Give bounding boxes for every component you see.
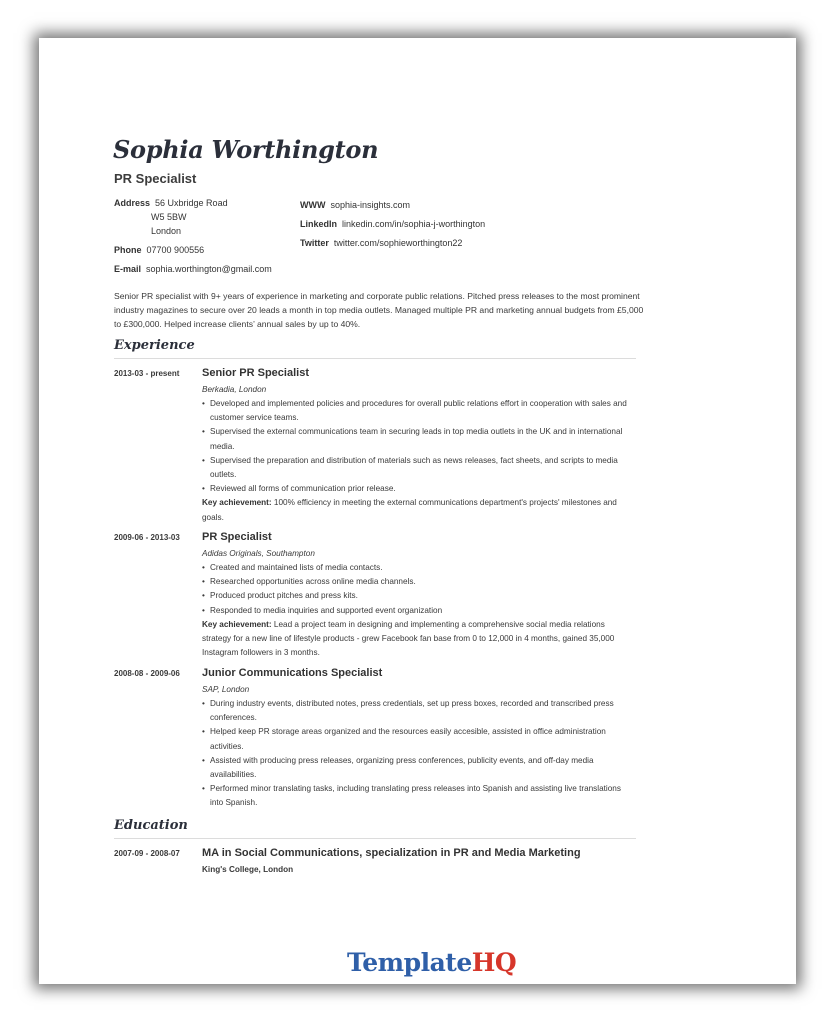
achievement-text: 100% efficiency in meeting the external communications department's projects' milestones and goals. (202, 498, 617, 522)
bullet-item: • Performed minor translating tasks, including translating press releases into Spanish and assisting live translations into Spanish. (202, 782, 636, 810)
linkedin-link[interactable]: linkedin.com/in/sophia-j-worthington (342, 219, 486, 229)
phone-label: Phone (114, 245, 142, 255)
achievement-text: Lead a project team in designing and implementing a comprehensive social media relations strategy for a new line of lifestyle products - grew Facebook fan base from 0 to 12,000 in 4 months, gained 35,000 Instagram followers in 3 months. (202, 619, 615, 658)
entry-bullets (202, 697, 636, 811)
email-value[interactable]: sophia.worthington@gmail.com (146, 264, 272, 274)
bullet-item: • Reviewed all forms of communication prior release. (202, 482, 636, 496)
logo-part-template: Template (347, 948, 472, 977)
degree-title: MA in Social Communications, specialization in PR and Media Marketing (202, 847, 581, 859)
contact-left (114, 196, 272, 276)
education-divider (114, 838, 636, 839)
bullet-item: • Produced product pitches and press kits. (202, 589, 636, 603)
bullet-item: • Supervised the external communications team in securing leads in top media outlets in the UK and in international media. (202, 425, 636, 453)
entry-dates: 2008-08 - 2009-06 (114, 669, 180, 678)
education-heading: Education (114, 818, 188, 833)
twitter-link[interactable]: twitter.com/sophieworthington22 (333, 238, 463, 248)
logo-part-hq: HQ (471, 948, 517, 977)
templatehq-logo (347, 948, 516, 977)
entry-company: SAP, London (202, 685, 250, 694)
achievement-label: Key achievement: (202, 498, 272, 508)
candidate-name: Sophia Worthington (113, 135, 379, 164)
entry-bullets (202, 397, 636, 496)
profile-summary: Senior PR specialist with 9+ years of experience in marketing and corporate public relations. Pitched press releases to the most prominent industry magazines to secure over 20 leads a month in top media outlets. Managed multiple PR and marketing annual budgets from £5,000 to £300,000. Helped increase clients’ annual sales by up to 40%. (114, 291, 644, 329)
job-title: PR Specialist (114, 171, 197, 186)
linkedin-label: LinkedIn (300, 219, 338, 229)
entry-role: Junior Communications Specialist (202, 667, 383, 679)
bullet-item: • Helped keep PR storage areas organized and the resources easily accesible, assisted in office administration activities. (202, 725, 636, 753)
bullet-item: • Responded to media inquiries and supported event organization (202, 604, 636, 618)
www-link[interactable]: sophia-insights.com (330, 200, 411, 210)
key-achievement (202, 618, 636, 661)
experience-heading: Experience (114, 338, 195, 353)
address-line-1: 56 Uxbridge Road (155, 198, 228, 208)
entry-company: Adidas Originals, Southampton (202, 549, 315, 558)
bullet-item: • Researched opportunities across online media channels. (202, 575, 636, 589)
entry-role: Senior PR Specialist (202, 367, 309, 379)
twitter-label: Twitter (300, 238, 329, 248)
resume-page (39, 38, 796, 984)
achievement-label: Key achievement: (202, 619, 272, 629)
bullet-item: • Developed and implemented policies and procedures for overall public relations effort in cooperation with sales and customer service teams. (202, 397, 636, 425)
bullet-item: • Supervised the preparation and distribution of materials such as news releases, fact sheets, and scripts to media outlets. (202, 454, 636, 482)
address-label: Address (114, 198, 151, 208)
entry-bullets (202, 561, 636, 618)
experience-divider (114, 358, 636, 359)
entry-dates: 2013-03 - present (114, 369, 180, 378)
school-name: King's College, London (202, 865, 294, 874)
entry-role: PR Specialist (202, 531, 272, 543)
entry-dates: 2007-09 - 2008-07 (114, 849, 180, 858)
bullet-item: • Assisted with producing press releases, organizing press conferences, publicity events, and off-day media availabilities. (202, 754, 636, 782)
phone-value: 07700 900556 (146, 245, 205, 255)
address-line-2: W5 5BW (151, 212, 187, 222)
email-label: E-mail (114, 264, 142, 274)
entry-company: Berkadia, London (202, 385, 267, 394)
contact-right (300, 196, 485, 253)
address-line-3: London (151, 226, 182, 236)
key-achievement (202, 496, 636, 524)
www-label: WWW (300, 200, 326, 210)
bullet-item: • During industry events, distributed notes, press credentials, set up press boxes, recorded and transcribed press conferences. (202, 697, 636, 725)
entry-dates: 2009-06 - 2013-03 (114, 533, 180, 542)
bullet-item: • Created and maintained lists of media contacts. (202, 561, 636, 575)
